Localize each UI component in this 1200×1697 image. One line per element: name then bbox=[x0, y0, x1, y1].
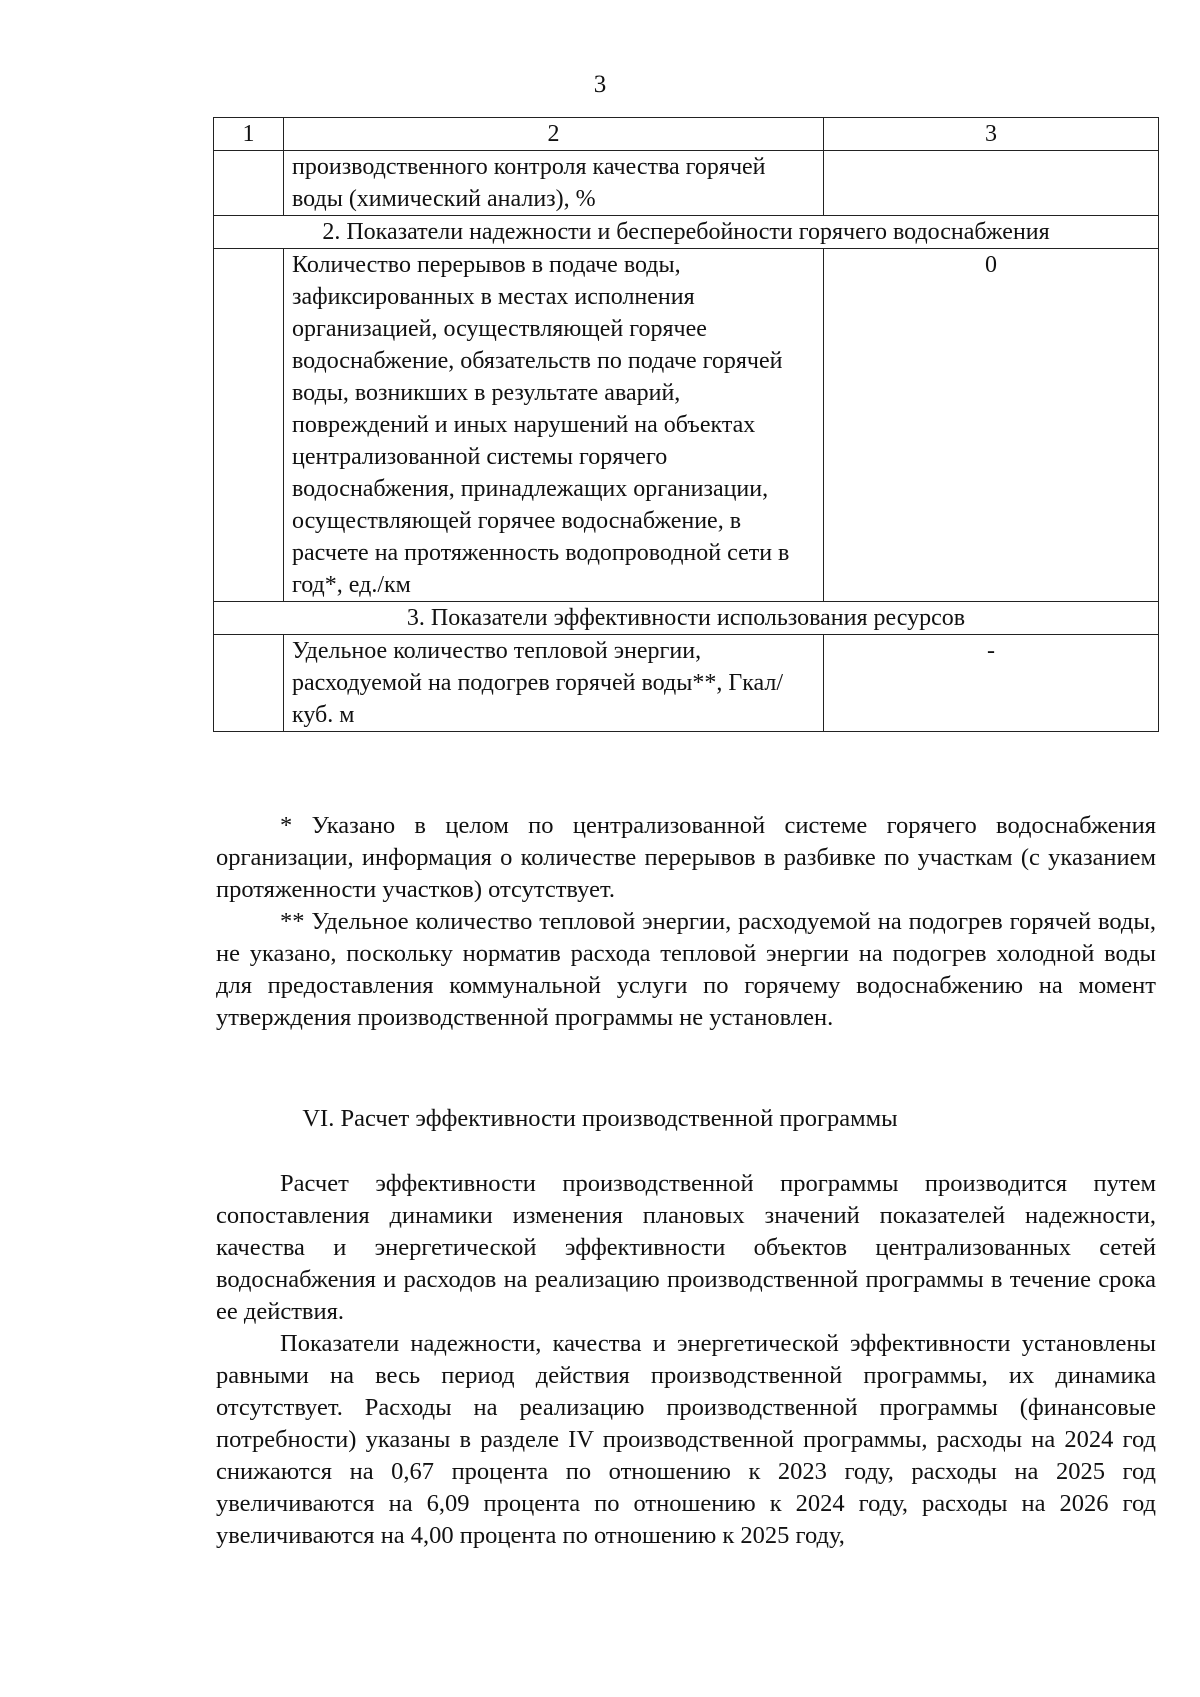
table-row bbox=[214, 151, 1159, 216]
section-2-title: 2. Показатели надежности и бесперебойности горячего водоснабжения bbox=[214, 216, 1159, 249]
section-3-title: 3. Показатели эффективности использования ресурсов bbox=[214, 602, 1159, 635]
row-number-cell bbox=[214, 151, 284, 216]
page-number: 3 bbox=[593, 71, 607, 98]
row-number-cell bbox=[214, 635, 284, 732]
header-col-2: 2 bbox=[284, 118, 824, 151]
paragraph: Расчет эффективности производственной программы производится путем сопоставления динамики изменения плановых значений показателей надежности, качества и энергетической эффективности объектов централизованных сетей водоснабжения и расходов на реализацию производственной программы в течение срока ее действия. bbox=[216, 1170, 1156, 1325]
table-row bbox=[214, 249, 1159, 602]
table-row bbox=[214, 635, 1159, 732]
header-col-3: 3 bbox=[824, 118, 1159, 151]
indicator-value-cell: - bbox=[824, 635, 1159, 732]
section-6-body bbox=[216, 1168, 1156, 1552]
indicator-value-cell bbox=[824, 151, 1159, 216]
section-row bbox=[214, 216, 1159, 249]
row-number-cell bbox=[214, 249, 284, 602]
section-6-heading: VI. Расчет эффективности производственной программы bbox=[302, 1105, 898, 1132]
paragraph: Показатели надежности, качества и энергетической эффективности установлены равными на весь период действия производственной программы, их динамика отсутствует. Расходы на реализацию производственной программы (финансовые потребности) указаны в разделе IV производственной программы, расходы на 2024 год снижаются на 0,67 процента по отношению к 2023 году, расходы на 2025 год увеличиваются на 6,09 процента по отношению к 2024 году, расходы на 2026 год увеличиваются на 4,00 процента по отношению к 2025 году, bbox=[216, 1330, 1156, 1549]
header-col-1: 1 bbox=[214, 118, 284, 151]
table-header-row bbox=[214, 118, 1159, 151]
footnotes bbox=[216, 810, 1156, 1034]
footnote-1: * Указано в целом по централизованной системе горячего водоснабжения организации, информация о количестве перерывов в разбивке по участкам (с указанием протяженности участков) отсутствует. bbox=[216, 812, 1156, 903]
indicator-name-cell: Удельное количество тепловой энергии, расходуемой на подогрев горячей воды**, Гкал/ куб. м bbox=[284, 635, 824, 732]
indicator-value-cell: 0 bbox=[824, 249, 1159, 602]
section-row bbox=[214, 602, 1159, 635]
indicator-name-cell: Количество перерывов в подаче воды, зафиксированных в местах исполнения организацией, осуществляющей горячее водоснабжение, обязательств по подаче горячей воды, возникших в результате аварий, повреждений и иных нарушений на объектах централизованной системы горячего водоснабжения, принадлежащих организации, осуществляющей горячее водоснабжение, в расчете на протяженность водопроводной сети в год*, ед./км bbox=[284, 249, 824, 602]
indicators-table bbox=[213, 117, 1159, 732]
footnote-2: ** Удельное количество тепловой энергии, расходуемой на подогрев горячей воды, не указано, поскольку норматив расхода тепловой энергии на подогрев холодной воды для предоставления коммунальной услуги по горячему водоснабжению на момент утверждения производственной программы не установлен. bbox=[216, 908, 1156, 1031]
indicator-name-cell: производственного контроля качества горячей воды (химический анализ), % bbox=[284, 151, 824, 216]
